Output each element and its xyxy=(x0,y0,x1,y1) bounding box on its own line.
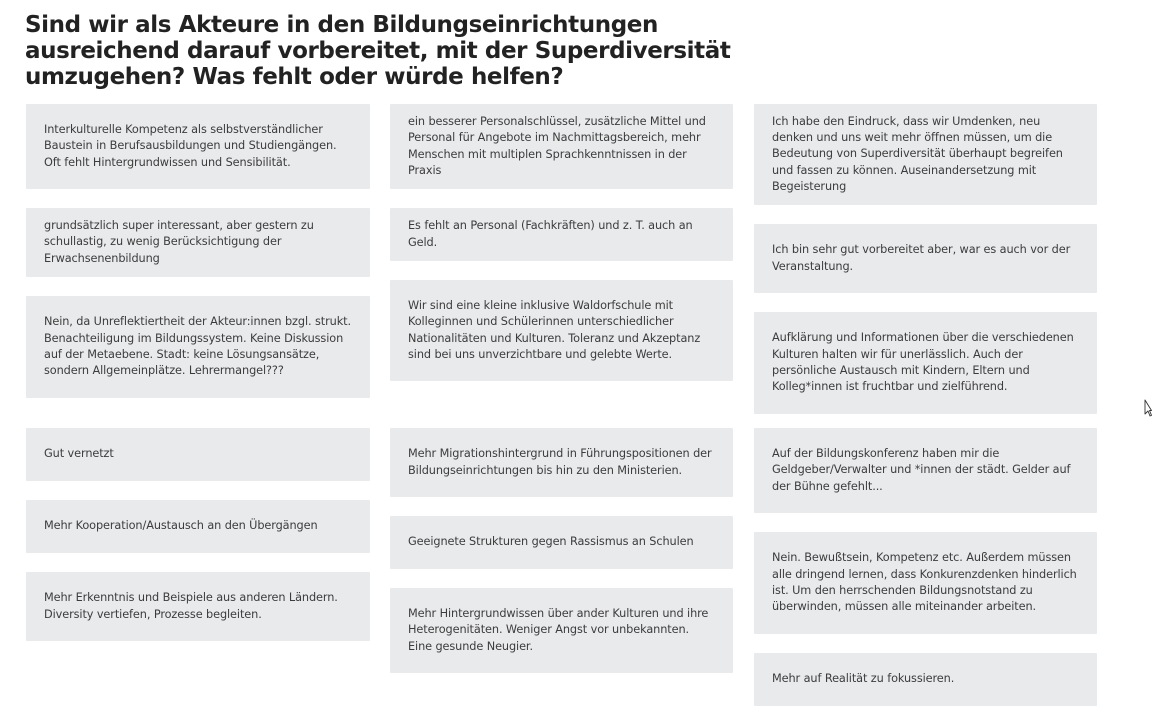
response-text: ein besserer Personalschlüssel, zusätzliche Mittel und Personal für Angebote im Nachmittagsbereich, mehr Menschen mit multiplen Sprachkenntnissen in der Praxis xyxy=(408,114,706,177)
response-card[interactable] xyxy=(26,208,370,277)
response-card[interactable] xyxy=(26,428,370,481)
response-text: Mehr auf Realität zu fokussieren. xyxy=(772,672,955,686)
response-text: Interkulturelle Kompetenz als selbstverständlicher Baustein in Berufsausbildungen und Studiengängen. Oft fehlt Hintergrundwissen und Sensibilität. xyxy=(44,123,337,169)
response-card[interactable] xyxy=(390,428,733,497)
response-card[interactable] xyxy=(754,312,1097,414)
response-card[interactable] xyxy=(26,104,370,189)
response-text: Nein, da Unreflektiertheit der Akteur:innen bzgl. strukt. Benachteiligung im Bildungssystem. Keine Diskussion auf der Metaebene. Stadt: keine Lösungsansätze, sondern Allgemeinplätze. Lehrermangel??? xyxy=(44,315,351,378)
response-card[interactable] xyxy=(390,208,733,261)
response-card[interactable] xyxy=(26,572,370,641)
response-text: grundsätzlich super interessant, aber gestern zu schullastig, zu wenig Berücksichtigung der Erwachsenenbildung xyxy=(44,219,314,265)
response-card[interactable] xyxy=(390,104,733,189)
response-text: Auf der Bildungskonferenz haben mir die Geldgeber/Verwalter und *innen der städt. Gelder auf der Bühne gefehlt... xyxy=(772,447,1071,493)
response-text: Ich habe den Eindruck, dass wir Umdenken, neu denken und uns weit mehr öffnen müssen, um die Bedeutung von Superdiversität überhaupt begreifen und fassen zu können. Auseinandersetzung mit Begeisterung xyxy=(772,114,1063,193)
response-card[interactable] xyxy=(390,280,733,381)
response-text: Es fehlt an Personal (Fachkräften) und z. T. auch an Geld. xyxy=(408,219,693,249)
response-text: Mehr Erkenntnis und Beispiele aus anderen Ländern. Diversity vertiefen, Prozesse begleiten. xyxy=(44,591,338,621)
response-text: Wir sind eine kleine inklusive Waldorfschule mit Kolleginnen und Schülerinnen unterschiedlicher Nationalitäten und Kulturen. Toleranz und Akzeptanz sind bei uns unverzichtbare und gelebte Werte. xyxy=(408,298,701,361)
response-card[interactable] xyxy=(754,104,1097,205)
response-text: Nein. Bewußtsein, Kompetenz etc. Außerdem müssen alle dringend lernen, dass Konkurenzdenken hinderlich ist. Um den herrschenden Bildungsnotstand zu überwinden, müssen alle miteinander arbeiten. xyxy=(772,551,1077,614)
response-text: Aufklärung und Informationen über die verschiedenen Kulturen halten wir für unerlässlich. Auch der persönliche Austausch mit Kindern, Eltern und Kolleg*innen ist fruchtbar und zielführend. xyxy=(772,331,1074,394)
response-card[interactable] xyxy=(754,653,1097,706)
response-text: Mehr Kooperation/Austausch an den Übergängen xyxy=(44,519,318,533)
response-card[interactable] xyxy=(26,500,370,553)
response-card[interactable] xyxy=(754,532,1097,634)
response-card[interactable] xyxy=(754,224,1097,293)
response-text: Ich bin sehr gut vorbereitet aber, war es auch vor der Veranstaltung. xyxy=(772,243,1071,273)
response-card[interactable] xyxy=(390,588,733,673)
response-card[interactable] xyxy=(26,296,370,398)
mouse-cursor-icon xyxy=(1144,399,1152,417)
question-title: Sind wir als Akteure in den Bildungseinrichtungen ausreichend darauf vorbereitet, mit der Superdiversität umzugehen? Was fehlt oder würde helfen? xyxy=(25,12,731,90)
response-text: Mehr Hintergrundwissen über ander Kulturen und ihre Heterogenitäten. Weniger Angst vor unbekannten. Eine gesunde Neugier. xyxy=(408,607,709,653)
response-card[interactable] xyxy=(754,428,1097,513)
response-text: Mehr Migrationshintergrund in Führungspositionen der Bildungseinrichtungen bis hin zu den Ministerien. xyxy=(408,447,712,477)
response-card[interactable] xyxy=(390,516,733,569)
response-text: Gut vernetzt xyxy=(44,447,114,461)
response-text: Geeignete Strukturen gegen Rassismus an Schulen xyxy=(408,535,694,549)
